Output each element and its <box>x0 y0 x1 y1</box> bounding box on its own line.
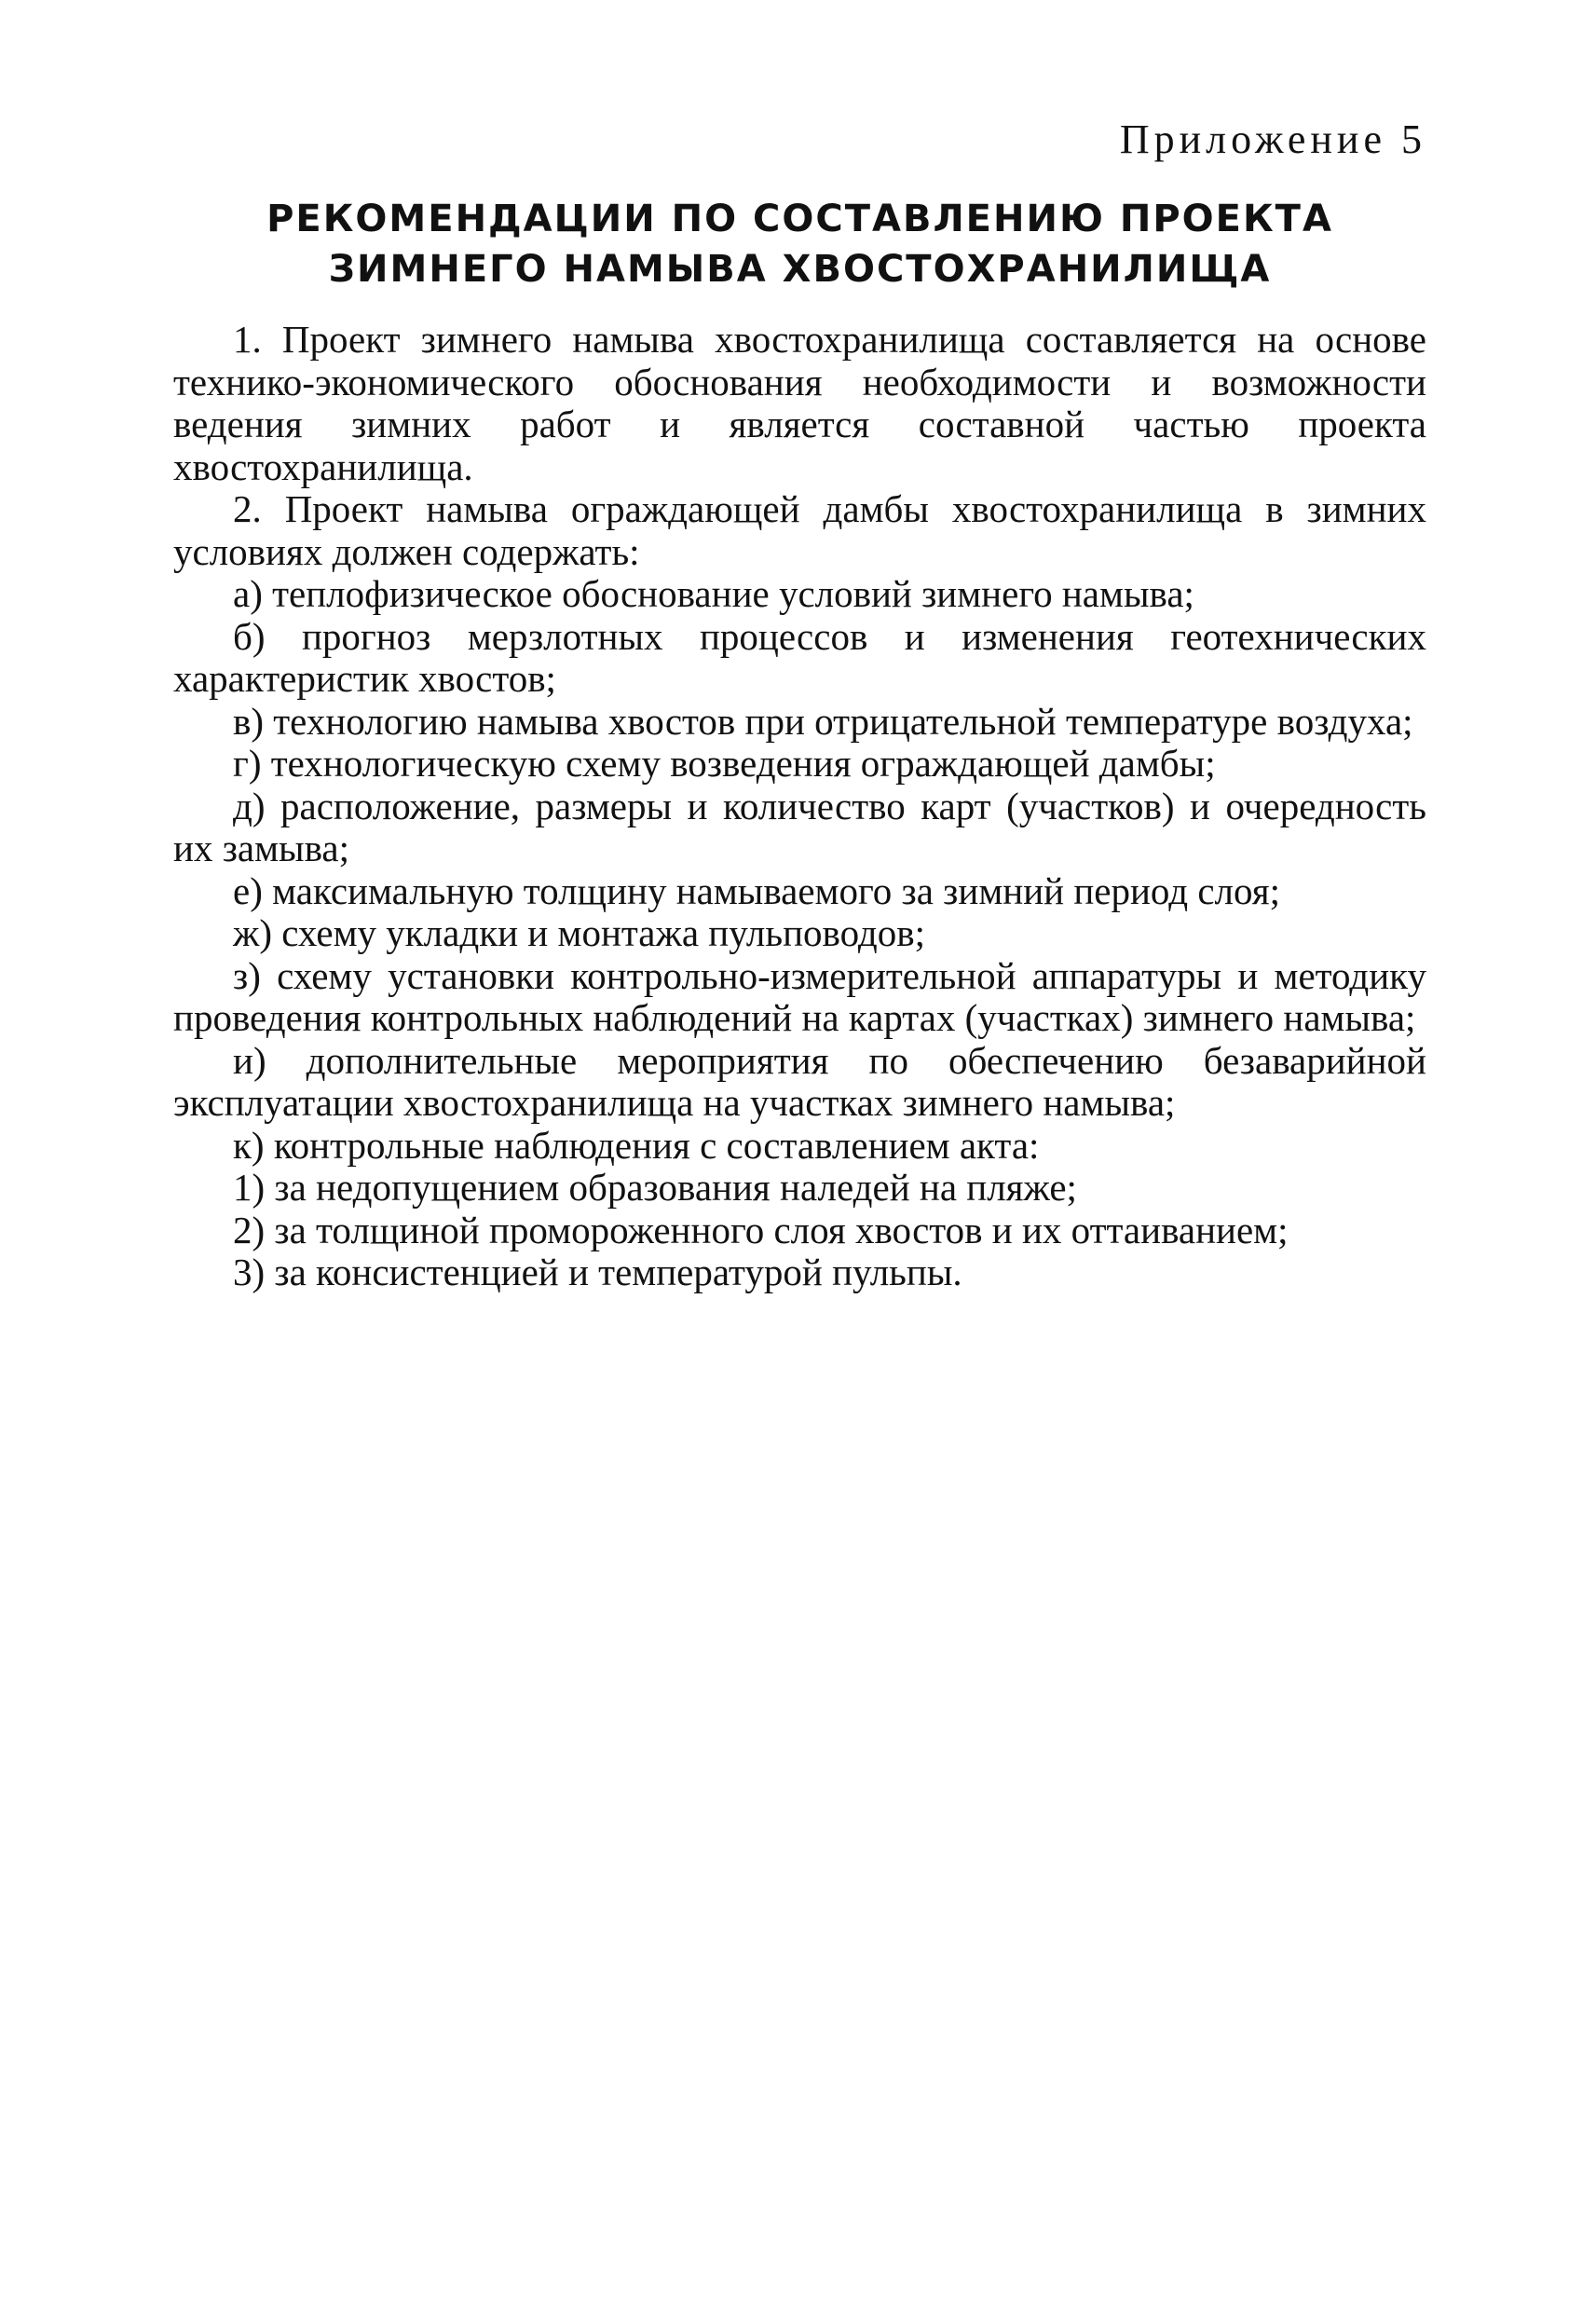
sub-item-3: 3) за консистенцией и температурой пульпы. <box>233 1251 962 1293</box>
list-item-k: к) контрольные наблюдения с составлением акта: <box>233 1123 1040 1167</box>
document-page <box>173 112 1426 1294</box>
list-item-a: а) теплофизическое обоснование условий зимнего намыва; <box>233 572 1194 615</box>
list-item-i: и) дополнительные мероприятия по обеспечению безаварийной эксплуатации хвостохранилища на участках зимнего намыва; <box>173 1038 1426 1124</box>
document-body <box>173 319 1426 1294</box>
list-item-z: з) схему установки контрольно-измерительной аппаратуры и методику проведения контрольных наблюдений на картах (участках) зимнего намыва; <box>173 953 1426 1039</box>
paragraph-1: 1. Проект зимнего намыва хвостохранилища составляется на основе технико-экономического обоснования необходимости и возможности ведения зимних работ и является составной частью проекта хвостохранилища. <box>173 318 1426 488</box>
sub-item-2: 2) за толщиной промороженного слоя хвостов и их оттаиванием; <box>233 1208 1289 1251</box>
list-item-b: б) прогноз мерзлотных процессов и изменения геотехнических характеристик хвостов; <box>173 614 1426 700</box>
list-item-zh: ж) схему укладки и монтажа пульповодов; <box>233 911 926 954</box>
list-item-g: г) технологическую схему возведения ограждающей дамбы; <box>233 742 1216 785</box>
paragraph-2: 2. Проект намыва ограждающей дамбы хвостохранилища в зимних условиях должен содержать: <box>173 487 1426 573</box>
list-item-v: в) технологию намыва хвостов при отрицательной температуре воздуха; <box>233 699 1413 743</box>
appendix-label: Приложение 5 <box>1119 116 1426 162</box>
document-title <box>173 194 1426 294</box>
title-line-1: РЕКОМЕНДАЦИИ ПО СОСТАВЛЕНИЮ ПРОЕКТА <box>266 198 1333 240</box>
title-line-2: ЗИМНЕГО НАМЫВА ХВОСТОХРАНИЛИЩА <box>328 248 1272 291</box>
list-item-e: е) максимальную толщину намываемого за зимний период слоя; <box>233 868 1280 912</box>
sub-item-1: 1) за недопущением образования наледей на пляже; <box>233 1166 1077 1209</box>
list-item-d: д) расположение, размеры и количество карт (участков) и очередность их замыва; <box>173 784 1426 869</box>
